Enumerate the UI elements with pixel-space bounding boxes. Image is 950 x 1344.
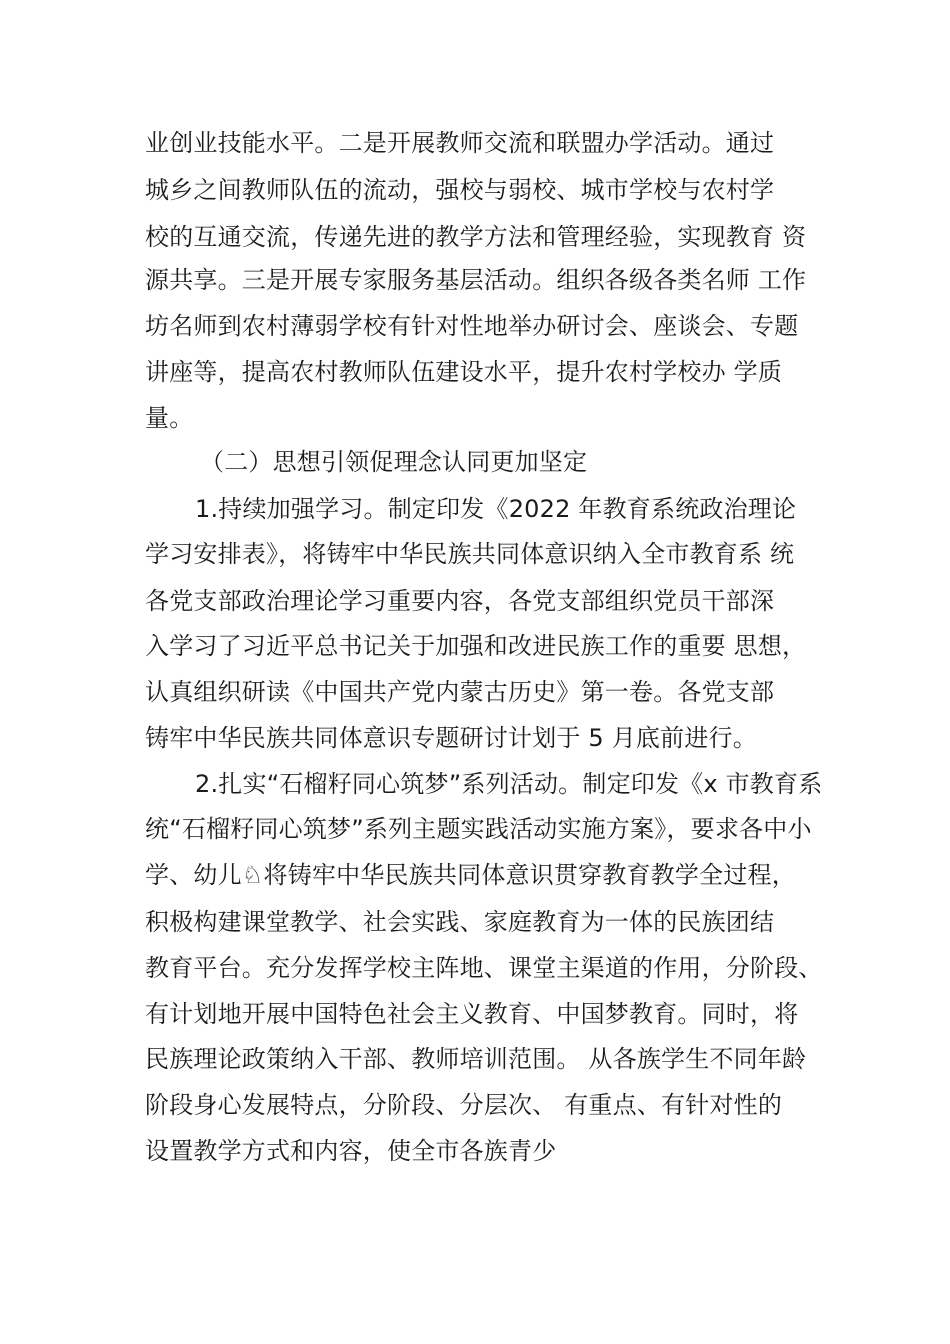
text-line: 校的互通交流，传递先进的教学方法和管理经验，实现教育 资	[145, 223, 807, 251]
text-line: 讲座等，提高农村教师队伍建设水平，提升农村学校办 学质	[145, 358, 783, 386]
text-line: 源共享。三是开展专家服务基层活动。组织各级各类名师 工作	[145, 266, 807, 294]
text-line: 入学习了习近平总书记关于加强和改进民族工作的重要 思想，	[145, 632, 807, 660]
text-line: 有计划地开展中国特色社会主义教育、中国梦教育。同时，将	[145, 1000, 799, 1028]
text-line: 学习安排表》，将铸牢中华民族共同体意识纳入全市教育系 统	[145, 540, 795, 568]
section-heading: （二）思想引领促理念认同更加坚定	[200, 448, 588, 476]
text-line: 各党支部政治理论学习重要内容，各党支部组织党员干部深	[145, 587, 775, 615]
text-line: 认真组织研读《中国共产党内蒙古历史》第一卷。各党支部	[145, 678, 775, 706]
text-line: 业创业技能水平。二是开展教师交流和联盟办学活动。通过	[145, 129, 775, 157]
text-line: 2.扎实“石榴籽同心筑梦”系列活动。制定印发《x 市教育系	[195, 770, 823, 798]
text-line: 教育平台。充分发挥学校主阵地、课堂主渠道的作用，分阶段、	[145, 954, 823, 982]
text-line: 量。	[145, 404, 194, 432]
text-line: 民族理论政策纳入干部、教师培训范围。 从各族学生不同年龄	[145, 1045, 807, 1073]
text-line: 城乡之间教师队伍的流动，强校与弱校、城市学校与农村学	[145, 176, 775, 204]
text-line: 铸牢中华民族共同体意识专题研讨计划于 5 月底前进行。	[145, 724, 757, 752]
text-line: 1.持续加强学习。制定印发《2022 年教育系统政治理论	[195, 495, 797, 523]
text-line: 设置教学方式和内容，使全市各族青少	[145, 1137, 557, 1165]
text-line: 坊名师到农村薄弱学校有针对性地举办研讨会、座谈会、专题	[145, 312, 799, 340]
text-line: 积极构建课堂教学、社会实践、家庭教育为一体的民族团结	[145, 908, 775, 936]
text-line: 学、幼儿♘将铸牢中华民族共同体意识贯穿教育教学全过程，	[145, 861, 796, 889]
text-line: 统“石榴籽同心筑梦”系列主题实践活动实施方案》，要求各中小	[145, 815, 812, 843]
text-line: 阶段身心发展特点，分阶段、分层次、 有重点、有针对性的	[145, 1091, 783, 1119]
